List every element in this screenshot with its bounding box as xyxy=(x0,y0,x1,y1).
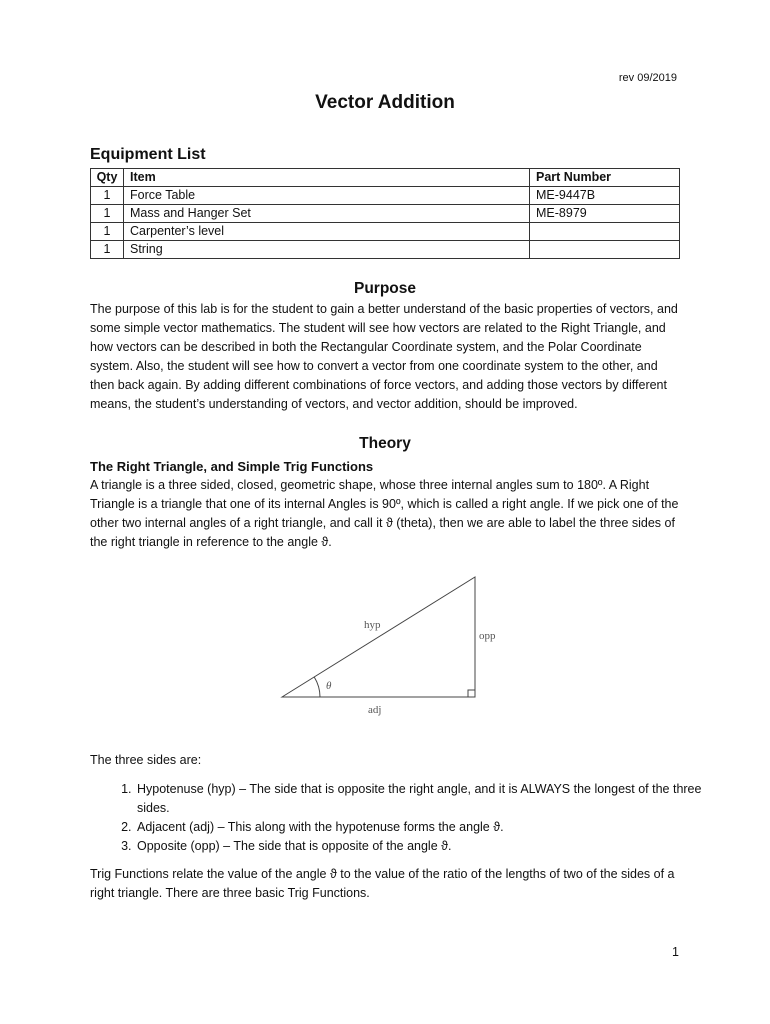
adj-label: adj xyxy=(368,704,382,716)
sides-intro: The three sides are: xyxy=(90,753,202,767)
list-item: 3. Opposite (opp) – The side that is opposite of the angle ϑ. xyxy=(135,837,727,856)
part-number-cell xyxy=(530,223,680,241)
column-header-item: Item xyxy=(124,169,530,187)
qty-cell: 1 xyxy=(91,223,124,241)
table-row xyxy=(91,223,680,241)
item-cell: String xyxy=(124,241,530,259)
page-number: 1 xyxy=(672,945,679,959)
part-number-cell: ME-9447B xyxy=(530,187,680,205)
trig-paragraph: Trig Functions relate the value of the angle ϑ to the value of the ratio of the lengths of two of the sides of a right triangle. There are three basic Trig Functions. xyxy=(90,867,675,900)
theta-angle-arc xyxy=(314,677,320,697)
triangle-outline xyxy=(282,577,475,697)
qty-cell: 1 xyxy=(91,241,124,259)
equipment-heading: Equipment List xyxy=(90,146,206,163)
column-header-part-number: Part Number xyxy=(530,169,680,187)
revision-date: rev 09/2019 xyxy=(618,72,677,84)
document-title: Vector Addition xyxy=(315,92,455,113)
theory-subheading: The Right Triangle, and Simple Trig Functions xyxy=(90,459,374,474)
hyp-label: hyp xyxy=(364,619,381,631)
table-header-row xyxy=(91,169,680,187)
qty-cell: 1 xyxy=(91,205,124,223)
list-item: 1. Hypotenuse (hyp) – The side that is opposite the right angle, and it is ALWAYS the longest of the three sides. xyxy=(135,780,727,818)
table-row xyxy=(91,241,680,259)
item-cell: Carpenter’s level xyxy=(124,223,530,241)
part-number-cell: ME-8979 xyxy=(530,205,680,223)
item-cell: Mass and Hanger Set xyxy=(124,205,530,223)
item-cell: Force Table xyxy=(124,187,530,205)
purpose-heading: Purpose xyxy=(353,280,416,297)
part-number-cell xyxy=(530,241,680,259)
qty-cell: 1 xyxy=(91,187,124,205)
theta-label: θ xyxy=(326,680,332,692)
equipment-table xyxy=(90,168,680,259)
right-angle-marker xyxy=(468,690,475,697)
opp-label: opp xyxy=(479,630,496,642)
theory-heading: Theory xyxy=(359,435,411,452)
column-header-qty: Qty xyxy=(91,169,124,187)
table-row xyxy=(91,205,680,223)
theory-intro-paragraph: A triangle is a three sided, closed, geometric shape, whose three internal angles sum to 180º. A Right Triangle is a triangle that one of its internal Angles is 90º, which is called a right angle. If we pick one of the other two internal angles of a right triangle, and call it ϑ (theta), then we are able to label the three sides of the right triangle in reference to the angle ϑ. xyxy=(90,478,679,549)
purpose-paragraph: The purpose of this lab is for the student to gain a better understand of the basic properties of vectors, and some simple vector mathematics. The student will see how vectors are related to the Right Triangle, and how vectors can be described in both the Rectangular Coordinate system, and the Polar Coordinate system. Also, the student will see how to convert a vector from one coordinate system to the other, and then back again. By adding different combinations of force vectors, and adding those vectors by different means, the student’s understanding of vectors, and vector addition, should be improved. xyxy=(90,302,678,411)
table-row xyxy=(91,187,680,205)
sides-list xyxy=(90,780,727,856)
list-item: 2. Adjacent (adj) – This along with the hypotenuse forms the angle ϑ. xyxy=(135,818,727,837)
right-triangle-figure xyxy=(270,570,500,720)
